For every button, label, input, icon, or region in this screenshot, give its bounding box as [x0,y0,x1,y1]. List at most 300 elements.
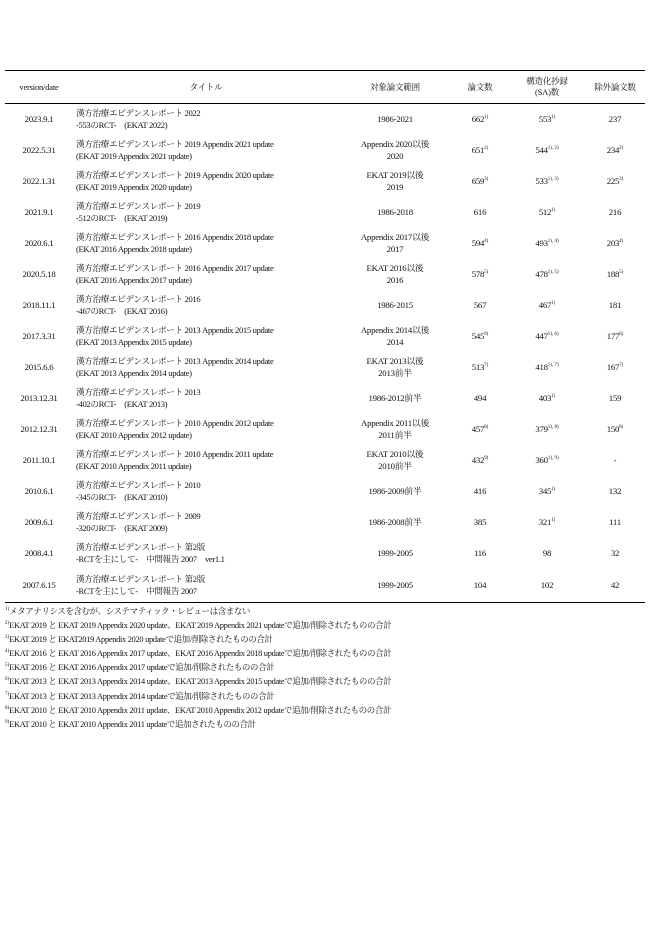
cell-title [73,135,339,166]
table-row [5,476,645,507]
range-line1: 1986-2018 [377,206,413,217]
table-row [5,104,645,136]
date-text: 2009.6.1 [24,516,54,527]
sa-footnote-ref: 1) [551,517,556,523]
date-text: 2023.9.1 [24,113,54,124]
cell-range [339,569,451,603]
table-row [5,290,645,321]
range-line1: 1986-2015 [377,299,413,310]
cell-sa [509,104,585,136]
title-line2: (EKAT 2016 Appendix 2018 update) [76,243,192,254]
cell-date [5,507,73,538]
cell-title [73,414,339,445]
cell-sa [509,166,585,197]
cell-papers [451,259,509,290]
sa-value: 553 [538,113,552,124]
table-row [5,228,645,259]
title-line1: 漢方治療エビデンスレポート 2010 Appendix 2011 update [76,449,274,460]
cell-sa [509,569,585,603]
footnote-mark: 2) [5,621,10,627]
sa-value: 467 [538,299,552,310]
footnote-text: EKAT 2013 と EKAT 2013 Appendix 2014 update、EKAT 2013 Appendix 2015 updateで追加/削除されたものの合計 [9,677,392,687]
cell-date [5,352,73,383]
table-row [5,538,645,569]
sa-footnote-ref: 1), 7) [547,362,559,368]
report-history-section [5,70,645,732]
table-row [5,259,645,290]
papers-value: 659 [471,175,485,186]
range-line2: 2010前半 [378,460,412,471]
sa-footnote-ref: 1), 2) [547,145,559,151]
footnote-mark: 7) [5,691,10,697]
sa-value: 345 [538,485,552,496]
excluded-value: 177 [606,330,620,341]
title-line2: (EKAT 2010 Appendix 2011 update) [76,460,192,471]
footnote [5,605,645,619]
cell-title [73,321,339,352]
date-text: 2020.6.1 [24,237,54,248]
footnote [5,661,645,675]
range-line1: Appendix 2017以後 [360,232,430,243]
papers-value: 545 [471,330,485,341]
footnote-mark: 5) [5,663,10,669]
date-text: 2018.11.1 [22,299,56,310]
footnote-mark: 3) [5,635,10,641]
header-excluded: 除外論文数 [585,71,645,104]
excluded-footnote-ref: 6) [619,331,624,337]
footnote-text: EKAT 2016 と EKAT 2016 Appendix 2017 update、EKAT 2016 Appendix 2018 updateで追加/削除されたものの合計 [9,649,392,659]
cell-excluded [585,166,645,197]
cell-date [5,104,73,136]
cell-papers [451,414,509,445]
range-line2: 2013前半 [378,367,412,378]
footnote-mark: 4) [5,649,10,655]
title-line1: 漢方治療エビデンスレポート 2010 [76,480,201,491]
header-range: 対象論文範囲 [339,71,451,104]
cell-date [5,476,73,507]
cell-date [5,228,73,259]
sa-value: 321 [538,516,552,527]
cell-papers [451,445,509,476]
date-text: 2021.9.1 [24,206,54,217]
sa-footnote-ref: 1) [551,300,556,306]
table-row [5,414,645,445]
excluded-value: 150 [606,423,620,434]
range-line2: 2020 [386,150,404,161]
range-line1: EKAT 2010以後 [366,449,424,460]
footnote-text: メタアナリシスを含むが、システマティック・レビューは含まない [9,607,251,616]
sa-value: 533 [535,175,548,186]
cell-range [339,383,451,414]
date-text: 2017.3.31 [22,330,56,341]
date-text: 2007.6.15 [22,579,56,590]
range-line1: EKAT 2013以後 [366,356,424,367]
footnote [5,675,645,689]
date-text: 2013.12.31 [20,392,58,403]
papers-footnote-ref: 8) [484,424,489,430]
title-line1: 漢方治療エビデンスレポート 2016 Appendix 2017 update [76,263,274,274]
title-line1: 漢方治療エビデンスレポート 2013 Appendix 2015 update [76,325,274,336]
excluded-value: 181 [608,299,622,310]
cell-excluded [585,414,645,445]
footnote-text: EKAT 2013 と EKAT 2013 Appendix 2014 updateで追加/削除されたものの合計 [9,691,275,701]
excluded-footnote-ref: 7) [619,362,624,368]
footnote-mark: 8) [5,705,10,711]
range-line1: EKAT 2016以後 [366,263,424,274]
footnote [5,633,645,647]
excluded-value: 237 [608,113,622,124]
cell-date [5,197,73,228]
cell-date [5,414,73,445]
title-line1: 漢方治療エビデンスレポート 2013 [76,387,201,398]
cell-excluded [585,197,645,228]
cell-date [5,290,73,321]
cell-papers [451,135,509,166]
table-row [5,569,645,603]
range-line1: 1986-2008前半 [368,516,422,527]
header-sa-count [509,71,585,104]
cell-title [73,352,339,383]
cell-excluded [585,476,645,507]
title-line2: -320のRCT- (EKAT 2009) [76,522,168,533]
cell-papers [451,104,509,136]
date-text: 2022.1.31 [22,175,56,186]
title-line2: (EKAT 2019 Appendix 2021 update) [76,150,192,161]
cell-excluded [585,352,645,383]
sa-footnote-ref: 1) [551,486,556,492]
title-line2: (EKAT 2016 Appendix 2017 update) [76,274,192,285]
cell-papers [451,476,509,507]
range-line2: 2017 [386,243,404,254]
cell-title [73,228,339,259]
papers-footnote-ref: 9) [484,455,489,461]
papers-footnote-ref: 2) [484,145,489,151]
cell-excluded [585,104,645,136]
cell-excluded [585,290,645,321]
cell-range [339,538,451,569]
cell-excluded [585,259,645,290]
cell-title [73,259,339,290]
cell-excluded [585,507,645,538]
excluded-footnote-ref: 5) [619,269,624,275]
cell-sa [509,414,585,445]
title-line2: (EKAT 2019 Appendix 2020 update) [76,181,192,192]
cell-range [339,228,451,259]
papers-value: 651 [471,144,485,155]
cell-title [73,538,339,569]
excluded-value: 216 [608,206,622,217]
cell-sa [509,135,585,166]
footnote [5,619,645,633]
header-version-date: version/date [5,71,73,104]
report-history-table [5,70,645,603]
cell-range [339,135,451,166]
papers-value: 594 [471,237,485,248]
cell-date [5,383,73,414]
range-line2: 2011前半 [378,429,412,440]
footnote-text: EKAT 2019 と EKAT2019 Appendix 2020 updateで追加/削除されたものの合計 [9,635,273,645]
sa-footnote-ref: 1), 9) [547,455,559,461]
excluded-value: 167 [606,361,620,372]
cell-excluded [585,135,645,166]
range-line2: 2014 [386,336,404,347]
excluded-value: 132 [608,485,622,496]
cell-range [339,197,451,228]
cell-range [339,321,451,352]
header-sa-line1: 構造化抄録 [526,76,568,86]
cell-excluded [585,445,645,476]
cell-range [339,352,451,383]
footnote [5,690,645,704]
papers-value: 104 [473,579,487,590]
cell-sa [509,538,585,569]
excluded-footnote-ref: 3) [619,176,624,182]
papers-footnote-ref: 7) [484,362,489,368]
title-line1: 漢方治療エビデンスレポート 2022 [76,108,201,119]
sa-footnote-ref: 1), 6) [547,331,559,337]
date-text: 2012.12.31 [20,423,58,434]
papers-value: 616 [473,206,487,217]
cell-title [73,507,339,538]
cell-title [73,569,339,603]
papers-value: 513 [471,361,485,372]
cell-excluded [585,569,645,603]
title-line2: -512のRCT- (EKAT 2019) [76,212,168,223]
footnote-mark: 6) [5,677,10,683]
table-row [5,135,645,166]
cell-title [73,166,339,197]
cell-range [339,476,451,507]
date-text: 2022.5.31 [22,144,56,155]
cell-sa [509,476,585,507]
footnote-mark: 1) [5,607,10,612]
footnote-text: EKAT 2010 と EKAT 2010 Appendix 2011 update、EKAT 2010 Appendix 2012 updateで追加/削除されたものの合計 [9,705,392,715]
cell-range [339,414,451,445]
cell-excluded [585,538,645,569]
cell-papers [451,166,509,197]
cell-title [73,445,339,476]
cell-range [339,445,451,476]
sa-value: 493 [535,237,548,248]
cell-papers [451,538,509,569]
cell-papers [451,197,509,228]
title-line2: (EKAT 2010 Appendix 2012 update) [76,429,192,440]
date-text: 2011.10.1 [22,454,56,465]
cell-title [73,476,339,507]
range-line1: Appendix 2011以後 [360,418,429,429]
table-row [5,507,645,538]
sa-footnote-ref: 1) [551,114,556,120]
title-line1: 漢方治療エビデンスレポート 第2版 [76,574,205,585]
sa-footnote-ref: 1), 8) [547,424,559,430]
date-text: 2015.6.6 [24,361,54,372]
cell-sa [509,321,585,352]
cell-sa [509,290,585,321]
cell-papers [451,352,509,383]
range-line1: 1999-2005 [377,547,413,558]
sa-footnote-ref: 1) [551,393,556,399]
date-text: 2008.4.1 [24,547,54,558]
papers-value: 662 [471,113,485,124]
title-line2: (EKAT 2013 Appendix 2015 update) [76,336,192,347]
header-title: タイトル [73,71,339,104]
excluded-value: - [613,454,617,465]
excluded-value: 159 [608,392,622,403]
cell-sa [509,228,585,259]
table-row [5,383,645,414]
title-line1: 漢方治療エビデンスレポート 2019 [76,201,201,212]
cell-sa [509,197,585,228]
range-line1: EKAT 2019以後 [366,170,424,181]
table-row [5,352,645,383]
table-header-row [5,71,645,104]
sa-value: 379 [535,423,548,434]
range-line2: 2019 [386,181,404,192]
sa-value: 102 [540,579,554,590]
cell-date [5,321,73,352]
table-row [5,166,645,197]
excluded-value: 188 [606,268,620,279]
cell-date [5,166,73,197]
footnote-text: EKAT 2016 と EKAT 2016 Appendix 2017 updateで追加/削除されたものの合計 [9,663,275,673]
cell-sa [509,383,585,414]
papers-value: 385 [473,516,487,527]
sa-footnote-ref: 1), 5) [547,269,559,275]
footnote [5,704,645,718]
footnote-mark: 9) [5,719,10,725]
excluded-footnote-ref: 2) [619,145,624,151]
sa-value: 447 [535,330,548,341]
sa-value: 98 [542,547,552,558]
excluded-value: 225 [606,175,620,186]
title-line1: 漢方治療エビデンスレポート 2016 Appendix 2018 update [76,232,274,243]
title-line1: 漢方治療エビデンスレポート 第2版 [76,542,205,553]
cell-sa [509,507,585,538]
table-row [5,445,645,476]
cell-title [73,104,339,136]
range-line1: 1986-2009前半 [368,485,422,496]
cell-range [339,507,451,538]
title-line2: -RCTを主にして- 中間報告 2007 [76,585,197,596]
cell-range [339,166,451,197]
papers-value: 116 [473,547,487,558]
title-line2: -467のRCT- (EKAT 2016) [76,305,168,316]
excluded-value: 32 [610,547,620,558]
papers-value: 567 [473,299,487,310]
cell-range [339,290,451,321]
papers-value: 578 [471,268,485,279]
cell-sa [509,259,585,290]
cell-sa [509,352,585,383]
footnote [5,647,645,661]
title-line2: -RCTを主にして- 中間報告 2007 ver1.1 [76,553,225,564]
cell-date [5,135,73,166]
sa-value: 418 [535,361,548,372]
sa-value: 512 [538,206,552,217]
sa-value: 403 [538,392,552,403]
cell-excluded [585,228,645,259]
papers-value: 432 [471,454,485,465]
papers-value: 416 [473,485,487,496]
title-line1: 漢方治療エビデンスレポート 2019 Appendix 2021 update [76,139,274,150]
header-papers: 論文数 [451,71,509,104]
range-line1: 1999-2005 [377,579,413,590]
sa-footnote-ref: 1), 4) [547,238,559,244]
cell-excluded [585,321,645,352]
title-line1: 漢方治療エビデンスレポート 2009 [76,511,201,522]
cell-range [339,259,451,290]
title-line1: 漢方治療エビデンスレポート 2019 Appendix 2020 update [76,170,274,181]
date-text: 2010.6.1 [24,485,54,496]
date-text: 2020.5.18 [22,268,56,279]
excluded-value: 203 [606,237,620,248]
cell-papers [451,321,509,352]
cell-date [5,569,73,603]
title-line2: -553のRCT- (EKAT 2022) [76,119,168,130]
sa-value: 544 [535,144,548,155]
header-sa-line2: (SA)数 [534,87,560,97]
excluded-footnote-ref: 4) [619,238,624,244]
sa-footnote-ref: 1) [551,207,556,213]
cell-papers [451,290,509,321]
range-line2: 2016 [386,274,404,285]
footnotes [5,605,645,732]
cell-date [5,445,73,476]
cell-papers [451,507,509,538]
title-line1: 漢方治療エビデンスレポート 2016 [76,294,201,305]
footnote-text: EKAT 2010 と EKAT 2010 Appendix 2011 updateで追加されたものの合計 [9,719,256,729]
range-line1: 1986-2021 [377,113,413,124]
table-row [5,321,645,352]
cell-date [5,259,73,290]
excluded-value: 111 [609,516,621,527]
papers-footnote-ref: 3) [484,176,489,182]
range-line1: Appendix 2020以後 [360,139,430,150]
papers-value: 494 [473,392,487,403]
cell-excluded [585,383,645,414]
cell-title [73,290,339,321]
papers-footnote-ref: 6) [484,331,489,337]
papers-footnote-ref: 4) [484,238,489,244]
cell-date [5,538,73,569]
papers-footnote-ref: 5) [484,269,489,275]
papers-footnote-ref: 1) [484,114,489,120]
cell-sa [509,445,585,476]
papers-value: 457 [471,423,485,434]
range-line1: 1986-2012前半 [368,392,422,403]
table-row [5,197,645,228]
cell-papers [451,383,509,414]
title-line1: 漢方治療エビデンスレポート 2013 Appendix 2014 update [76,356,274,367]
footnote [5,718,645,732]
cell-title [73,383,339,414]
title-line1: 漢方治療エビデンスレポート 2010 Appendix 2012 update [76,418,274,429]
cell-range [339,104,451,136]
title-line2: (EKAT 2013 Appendix 2014 update) [76,367,192,378]
title-line2: -402のRCT- (EKAT 2013) [76,398,168,409]
sa-value: 478 [535,268,548,279]
sa-value: 360 [535,454,548,465]
excluded-footnote-ref: 8) [619,424,624,430]
title-line2: -345のRCT- (EKAT 2010) [76,491,168,502]
sa-footnote-ref: 1), 3) [547,176,559,182]
excluded-value: 234 [606,144,620,155]
cell-title [73,197,339,228]
excluded-value: 42 [610,579,620,590]
cell-papers [451,228,509,259]
range-line1: Appendix 2014以後 [360,325,430,336]
footnote-text: EKAT 2019 と EKAT 2019 Appendix 2020 update、EKAT 2019 Appendix 2021 updateで追加/削除されたものの合計 [9,621,392,631]
